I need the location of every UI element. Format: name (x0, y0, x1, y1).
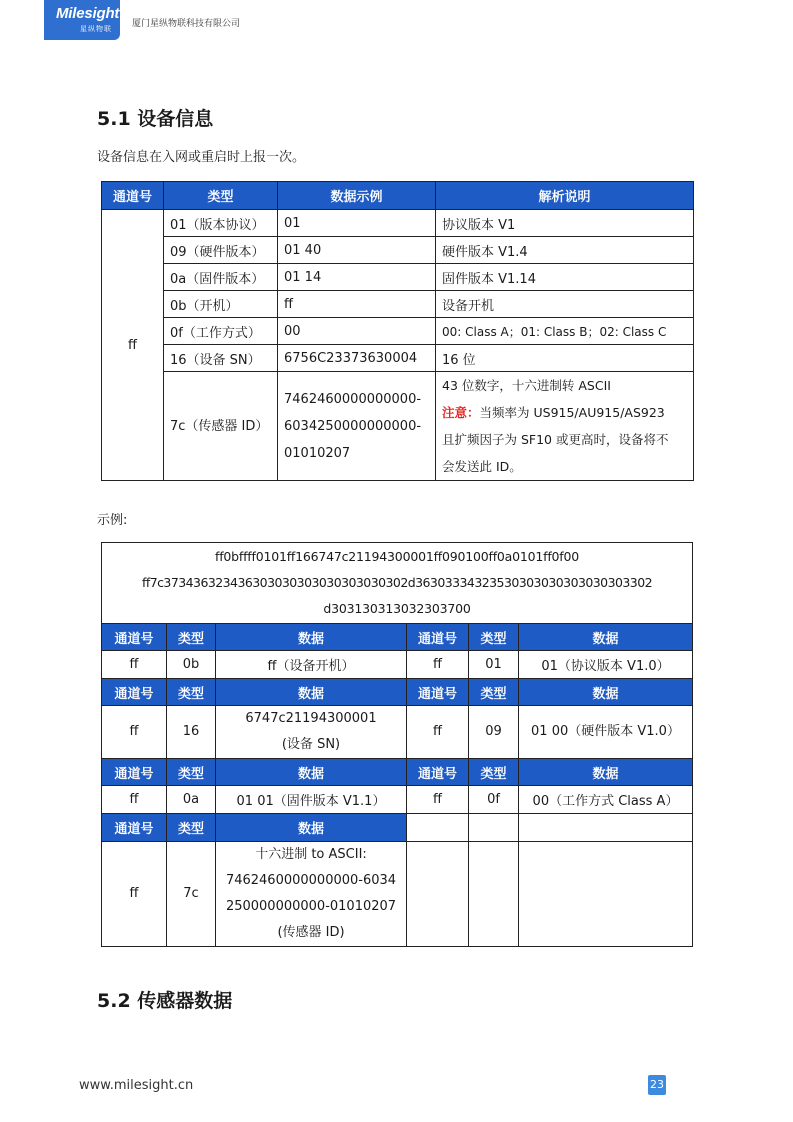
data-line: 6747c21194300001 (245, 711, 377, 726)
header-channel: 通道号 (407, 679, 469, 706)
header-channel: 通道号 (102, 814, 167, 842)
table-row (102, 237, 694, 264)
data-cell: 01 01（固件版本 V1.1） (216, 786, 407, 814)
table-row (102, 651, 693, 679)
example-cell: 01 40 (278, 237, 436, 264)
type-cell: 16 (167, 706, 216, 759)
type-cell: 09 (469, 706, 519, 759)
example-cell: 00 (278, 318, 436, 345)
example-cell: 01 (278, 210, 436, 237)
channel-cell: ff (102, 651, 167, 679)
header-data: 数据 (216, 759, 407, 786)
type-cell: 0b（开机） (164, 291, 278, 318)
example-header-row (102, 624, 693, 651)
example-cell: ff (278, 291, 436, 318)
desc-line: 且扩频因子为 SF10 或更高时，设备将不 (442, 432, 669, 447)
type-cell: 0a (167, 786, 216, 814)
table-header-row (102, 182, 694, 210)
data-cell: 00（工作方式 Class A） (519, 786, 693, 814)
section-title-sensor-data: 5.2 传感器数据 (97, 990, 233, 1012)
channel-cell: ff (102, 786, 167, 814)
description-cell: 00: Class A；01: Class B；02: Class C (436, 318, 694, 345)
channel-cell: ff (407, 786, 469, 814)
section-title-device-info: 5.1 设备信息 (97, 108, 214, 130)
header-description: 解析说明 (436, 182, 694, 210)
data-line: (设备 SN) (281, 737, 341, 752)
footer-url[interactable]: www.milesight.cn (79, 1078, 194, 1093)
desc-line: 43 位数字，十六进制转 ASCII (442, 378, 611, 393)
channel-cell: ff (102, 210, 164, 481)
example-line: 6034250000000000- (284, 418, 422, 434)
header-type: 类型 (167, 624, 216, 651)
type-cell: 0f (469, 786, 519, 814)
table-row (102, 345, 694, 372)
logo-brand: Milesight (56, 5, 120, 22)
page-number: 23 (648, 1075, 666, 1095)
empty-cell (469, 814, 519, 842)
empty-cell (407, 842, 469, 947)
data-cell (216, 706, 407, 759)
data-line: 7462460000000000-6034 (225, 873, 397, 888)
description-cell: 16 位 (436, 345, 694, 372)
data-cell (216, 842, 407, 947)
company-name: 厦门星纵物联科技有限公司 (132, 19, 241, 29)
table-row (102, 291, 694, 318)
data-cell: 01 00（硬件版本 V1.0） (519, 706, 693, 759)
header-data: 数据 (216, 624, 407, 651)
header-type: 类型 (167, 814, 216, 842)
example-header-row (102, 679, 693, 706)
data-line: (传感器 ID) (277, 925, 345, 940)
channel-cell: ff (407, 706, 469, 759)
device-info-table (101, 181, 694, 481)
header-type: 类型 (167, 679, 216, 706)
note-text: 当频率为 US915/AU915/AS923 (479, 405, 665, 420)
header-data: 数据 (216, 814, 407, 842)
channel-cell: ff (102, 842, 167, 947)
header-type: 类型 (164, 182, 278, 210)
header-channel: 通道号 (102, 679, 167, 706)
table-row (102, 372, 694, 481)
empty-cell (469, 842, 519, 947)
channel-cell: ff (102, 706, 167, 759)
description-cell: 协议版本 V1 (436, 210, 694, 237)
header-channel: 通道号 (102, 182, 164, 210)
example-cell: 6756C23373630004 (278, 345, 436, 372)
type-cell: 01（版本协议） (164, 210, 278, 237)
example-cell (278, 372, 436, 481)
example-header-row (102, 814, 693, 842)
example-line: 7462460000000000- (284, 391, 422, 407)
example-cell: 01 14 (278, 264, 436, 291)
type-cell: 0f（工作方式） (164, 318, 278, 345)
payload-line: ff0bffff0101ff166747c21194300001ff090100ff0a0101ff0f00 (215, 549, 579, 564)
table-row (102, 786, 693, 814)
example-label: 示例: (97, 513, 128, 528)
header-channel: 通道号 (407, 624, 469, 651)
empty-cell (407, 814, 469, 842)
header-type: 类型 (469, 624, 519, 651)
payload-line: ff7c373436323436303030303030303030302d36303334323530303030303030303302 (142, 575, 652, 590)
type-cell: 7c (167, 842, 216, 947)
example-header-row (102, 759, 693, 786)
example-table (101, 542, 693, 947)
milesight-logo (44, 0, 120, 40)
data-line: 十六进制 to ASCII: (255, 847, 367, 862)
data-cell: 01（协议版本 V1.0） (519, 651, 693, 679)
header-data: 数据 (519, 679, 693, 706)
description-cell (436, 372, 694, 481)
description-cell: 固件版本 V1.14 (436, 264, 694, 291)
payload-row (102, 543, 693, 624)
header-channel: 通道号 (407, 759, 469, 786)
header-type: 类型 (167, 759, 216, 786)
type-cell: 09（硬件版本） (164, 237, 278, 264)
empty-cell (519, 814, 693, 842)
table-row (102, 842, 693, 947)
table-row (102, 706, 693, 759)
channel-cell: ff (407, 651, 469, 679)
desc-line: 会发送此 ID。 (442, 459, 522, 474)
header-data: 数据 (216, 679, 407, 706)
note-label: 注意： (442, 405, 480, 420)
section-description: 设备信息在入网或重启时上报一次。 (97, 150, 306, 165)
header-channel: 通道号 (102, 759, 167, 786)
description-cell: 设备开机 (436, 291, 694, 318)
data-cell: ff（设备开机） (216, 651, 407, 679)
header-channel: 通道号 (102, 624, 167, 651)
description-cell: 硬件版本 V1.4 (436, 237, 694, 264)
payload-cell (102, 543, 693, 624)
header-data: 数据 (519, 624, 693, 651)
example-line: 01010207 (284, 445, 351, 461)
type-cell: 7c（传感器 ID） (164, 372, 278, 481)
desc-note (442, 399, 687, 426)
type-cell: 01 (469, 651, 519, 679)
type-cell: 16（设备 SN） (164, 345, 278, 372)
type-cell: 0a（固件版本） (164, 264, 278, 291)
empty-cell (519, 842, 693, 947)
header-example: 数据示例 (278, 182, 436, 210)
header-type: 类型 (469, 759, 519, 786)
payload-line: d303130313032303700 (323, 601, 471, 616)
type-cell: 0b (167, 651, 216, 679)
logo-sub: 星纵物联 (80, 25, 112, 33)
header-type: 类型 (469, 679, 519, 706)
table-row (102, 264, 694, 291)
data-line: 250000000000-01010207 (225, 899, 397, 914)
header-data: 数据 (519, 759, 693, 786)
table-row (102, 318, 694, 345)
table-row (102, 210, 694, 237)
